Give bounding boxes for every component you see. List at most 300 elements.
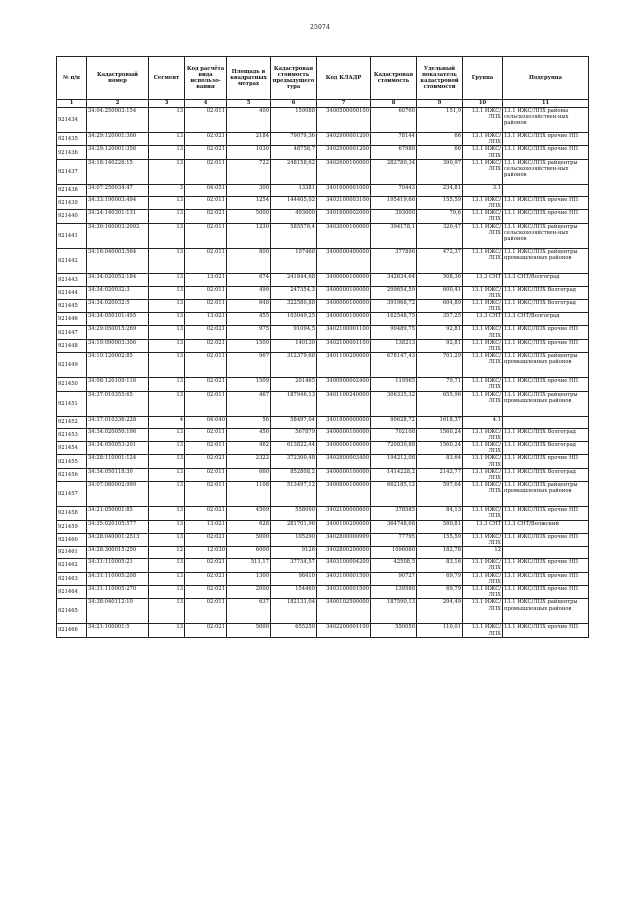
table-cell: 98410 <box>271 572 317 585</box>
table-cell: 90727 <box>371 572 417 585</box>
column-header: Кадастровая стоимость предыдущего тура <box>271 57 317 100</box>
table-cell: 13:021 <box>185 520 227 533</box>
table-cell: 67980 <box>371 146 417 159</box>
table-cell: 1560,24 <box>417 442 463 455</box>
table-cell: 02:021 <box>185 507 227 520</box>
table-cell: 13 <box>149 108 185 133</box>
table-cell: 1300 <box>227 572 271 585</box>
table-row <box>57 184 589 196</box>
table-cell: 13 <box>149 378 185 391</box>
column-header: Кадастровый номер <box>87 57 149 100</box>
table-cell: 921439 <box>57 196 87 209</box>
table-header-row <box>57 57 589 100</box>
table-row <box>57 585 589 598</box>
table-row <box>57 326 589 339</box>
table-cell <box>503 547 589 559</box>
table-cell: 13.1 ИЖС/ЛПХ прочие НП <box>503 210 589 223</box>
table-cell: 3 <box>149 184 185 196</box>
table-cell: 2000 <box>227 585 271 598</box>
table-cell: 13.1 ИЖС/ЛПХ райцентры сельскохозяйствен-ных районов <box>503 159 589 184</box>
table-cell: 13.1 ИЖС/ЛПХ <box>463 599 503 624</box>
table-cell: 79,6 <box>417 210 463 223</box>
table-cell: 91094,5 <box>271 326 317 339</box>
column-number: 10 <box>463 100 503 108</box>
table-cell: 13.1 ИЖС/ЛПХ райцентры промышленных районов <box>503 482 589 507</box>
table-cell: 90489,75 <box>371 326 417 339</box>
table-row <box>57 133 589 146</box>
table-cell: 1560,24 <box>417 428 463 441</box>
table-cell: 467 <box>227 391 271 416</box>
table-cell: 02:011 <box>185 248 227 273</box>
column-number: 9 <box>417 100 463 108</box>
column-header: Удельный показатель кадастровой стоимости <box>417 57 463 100</box>
table-cell: 921454 <box>57 442 87 455</box>
column-header: Площадь в квадратных метрах <box>227 57 271 100</box>
table-cell: 3400000100000 <box>317 313 371 326</box>
table-cell: 13.1 ИЖС/ЛПХ райцентры промышленных районов <box>503 353 589 378</box>
table-cell: 3400000400000 <box>317 248 371 273</box>
cadastral-value-table <box>56 56 589 638</box>
table-row <box>57 624 589 637</box>
table-cell: 2184 <box>227 133 271 146</box>
table-cell: 34:28:300015:250 <box>87 547 149 559</box>
table-cell: 13.3 СНТ <box>463 273 503 286</box>
table-cell: 140130 <box>271 339 317 352</box>
table-cell: 13.1 ИЖС/ЛПХ прочие НП <box>503 585 589 598</box>
table-cell: 34:34:020032:3 <box>87 286 149 299</box>
table-cell: 3400000100000 <box>317 286 371 299</box>
table-cell: 13.1 ИЖС/ЛПХ прочие НП <box>503 624 589 637</box>
table-cell: 4 <box>149 416 185 428</box>
column-header: Подгруппа <box>503 57 589 100</box>
table-cell: 02:021 <box>185 585 227 598</box>
column-number: 11 <box>503 100 589 108</box>
table-cell: 921456 <box>57 468 87 481</box>
table-cell: 13:021 <box>185 273 227 286</box>
table-cell: 13.1 ИЖС/ЛПХ <box>463 455 503 468</box>
table-cell: 138213 <box>371 339 417 352</box>
table-cell: 04:040 <box>185 416 227 428</box>
table-cell: 3400000100000 <box>317 300 371 313</box>
table-row <box>57 196 589 209</box>
table-cell: 294,49 <box>417 599 463 624</box>
table-cell: 12:030 <box>185 547 227 559</box>
table-cell: 13.3 СНТ/Волжский <box>503 520 589 533</box>
table-cell: 13 <box>149 210 185 223</box>
table-cell: 921462 <box>57 559 87 572</box>
table-row <box>57 442 589 455</box>
table-cell: 194212,08 <box>371 455 417 468</box>
table-row <box>57 210 589 223</box>
table-cell: 02:011 <box>185 428 227 441</box>
table-cell: 02:011 <box>185 300 227 313</box>
table-cell: 3402100001100 <box>317 339 371 352</box>
table-cell: 3402800200000 <box>317 547 371 559</box>
table-cell: 04:051 <box>185 184 227 196</box>
table-cell: 678147,43 <box>371 353 417 378</box>
table-cell: 201465 <box>271 378 317 391</box>
table-cell: 12 <box>149 547 185 559</box>
table-cell: 1254 <box>227 196 271 209</box>
table-cell: 13 <box>149 146 185 159</box>
table-row <box>57 223 589 248</box>
table-cell: 34:08:120109:116 <box>87 378 149 391</box>
table-cell: 300 <box>227 184 271 196</box>
table-cell: 182131,04 <box>271 599 317 624</box>
table-cell: 13.1 ИЖС/ЛПХ <box>463 585 503 598</box>
table-cell: 34:31:110005:270 <box>87 585 149 598</box>
table-cell: 02:021 <box>185 326 227 339</box>
table-cell: 597,64 <box>417 482 463 507</box>
table-cell: 02:011 <box>185 286 227 299</box>
table-cell: 34:38:040112:10 <box>87 599 149 624</box>
table-cell: 701,29 <box>417 353 463 378</box>
table-cell: 3403100003100 <box>317 196 371 209</box>
table-row <box>57 572 589 585</box>
table-cell: 02:011 <box>185 159 227 184</box>
table-cell: 921464 <box>57 585 87 598</box>
table-cell: 13.1 ИЖС/ЛПХ прочие НП <box>503 455 589 468</box>
table-cell: 282780,34 <box>371 159 417 184</box>
table-cell: 450 <box>227 428 271 441</box>
table-cell: 13.1 ИЖС/ЛПХ прочие НП <box>503 378 589 391</box>
table-cell: 66 <box>417 133 463 146</box>
table-cell: 13 <box>149 353 185 378</box>
table-cell: 1509 <box>227 378 271 391</box>
table-cell: 13.1 ИЖС/ЛПХ <box>463 326 503 339</box>
table-cell: 655250 <box>271 624 317 637</box>
table-cell: 34:34:050053:201 <box>87 442 149 455</box>
table-cell: 34:35:020105:577 <box>87 520 149 533</box>
table-cell: 1030 <box>227 146 271 159</box>
table-cell: 648 <box>227 300 271 313</box>
table-cell: 34:34:020032:5 <box>87 300 149 313</box>
table-cell: 3400102500000 <box>317 599 371 624</box>
table-cell: 921450 <box>57 378 87 391</box>
table-cell: 3.1 <box>463 184 503 196</box>
table-cell: 13.1 ИЖС/ЛПХ <box>463 428 503 441</box>
table-cell: 320,47 <box>417 223 463 248</box>
column-header: Сегмент <box>149 57 185 100</box>
table-cell: 921463 <box>57 572 87 585</box>
table-row <box>57 533 589 546</box>
table-cell: 3402800003400 <box>317 455 371 468</box>
table-cell: 508,36 <box>417 273 463 286</box>
table-cell: 02:011 <box>185 353 227 378</box>
table-cell: 378585 <box>371 507 417 520</box>
table-row <box>57 547 589 559</box>
table-cell: 92,81 <box>417 339 463 352</box>
table-cell: 1108 <box>227 482 271 507</box>
table-cell: 13.3 СНТ <box>463 313 503 326</box>
table-cell: 921452 <box>57 416 87 428</box>
column-number: 6 <box>271 100 317 108</box>
table-cell: 02:021 <box>185 133 227 146</box>
table-cell: 604,89 <box>417 300 463 313</box>
table-row <box>57 599 589 624</box>
table-cell: 513497,12 <box>271 482 317 507</box>
table-cell: 13 <box>149 585 185 598</box>
table-cell: 13.1 ИЖС/ЛПХ <box>463 353 503 378</box>
table-cell: 462 <box>227 442 271 455</box>
table-cell: 5000 <box>227 210 271 223</box>
table-cell: 1618,37 <box>417 416 463 428</box>
table-cell <box>503 416 589 428</box>
table-cell: 139580 <box>371 585 417 598</box>
table-row <box>57 482 589 507</box>
table-cell: 13 <box>149 428 185 441</box>
table-cell: 3402600100000 <box>317 159 371 184</box>
table-cell: 84,13 <box>417 507 463 520</box>
table-cell: 3401600001000 <box>317 184 371 196</box>
table-cell: 372300,48 <box>271 455 317 468</box>
table-cell: 13 <box>149 223 185 248</box>
table-cell: 3401100200000 <box>317 353 371 378</box>
table-cell: 2322 <box>227 455 271 468</box>
table-cell: 1414228,2 <box>371 468 417 481</box>
table-cell: 234,81 <box>417 184 463 196</box>
table-cell: 585578,4 <box>271 223 317 248</box>
table-cell: 90628,72 <box>371 416 417 428</box>
table-cell: 921461 <box>57 547 87 559</box>
table-cell: 02:011 <box>185 196 227 209</box>
table-cell: 967 <box>227 353 271 378</box>
table-cell: 13.1 ИЖС/ЛПХ <box>463 248 503 273</box>
table-row <box>57 468 589 481</box>
table-cell: 13.1 ИЖС/ЛПХ прочие НП <box>503 572 589 585</box>
table-cell: 182,78 <box>417 547 463 559</box>
table-cell: 13.1 ИЖС/ЛПХ <box>463 223 503 248</box>
table-cell: 13 <box>149 482 185 507</box>
table-cell: 364748,68 <box>371 520 417 533</box>
table-cell: 105290 <box>271 533 317 546</box>
table-cell: 241844,68 <box>271 273 317 286</box>
table-cell: 921465 <box>57 599 87 624</box>
column-number: 7 <box>317 100 371 108</box>
table-cell: 13 <box>149 572 185 585</box>
table-cell: 13.1 ИЖС/ЛПХ <box>463 559 503 572</box>
table-cell: 3403100001500 <box>317 585 371 598</box>
table-cell: 921447 <box>57 326 87 339</box>
table-cell: 13.1 ИЖС/ЛПХ прочие НП <box>503 559 589 572</box>
table-cell: 1500 <box>227 339 271 352</box>
table-cell: 02:021 <box>185 378 227 391</box>
table-cell: 499 <box>227 286 271 299</box>
column-number: 2 <box>87 100 149 108</box>
table-cell: 13.1 ИЖС/ЛПХ <box>463 378 503 391</box>
table-cell: 02:021 <box>185 559 227 572</box>
table-cell: 13.1 ИЖС/ЛПХ <box>463 572 503 585</box>
table-body <box>57 108 589 638</box>
table-cell: 13.1 ИЖС/ЛПХ прочие НП <box>503 133 589 146</box>
table-cell: 13 <box>149 196 185 209</box>
table-cell: 34:29:120001:360 <box>87 133 149 146</box>
table-cell: 13 <box>149 286 185 299</box>
table-cell: 34:31:110005:21 <box>87 559 149 572</box>
table-cell: 34:37:010355:65 <box>87 391 149 416</box>
table-cell: 921455 <box>57 455 87 468</box>
page-number: 25074 <box>309 24 331 31</box>
table-cell: 13.1 ИЖС/ЛПХ прочие НП <box>503 339 589 352</box>
table-cell: 1096080 <box>371 547 417 559</box>
table-cell: 13.3 СНТ <box>463 520 503 533</box>
table-cell: 02:011 <box>185 442 227 455</box>
table-cell: 13 <box>149 468 185 481</box>
table-cell: 13.1 ИЖС/ЛПХ прочие НП <box>503 196 589 209</box>
table-cell: 13 <box>149 624 185 637</box>
table-cell: 921438 <box>57 184 87 196</box>
table-cell: 921442 <box>57 248 87 273</box>
table-cell: 13.1 ИЖС/ЛПХ <box>463 196 503 209</box>
table-cell: 34:28:040001:2513 <box>87 533 149 546</box>
table-cell: 34:24:140301:131 <box>87 210 149 223</box>
table-row <box>57 339 589 352</box>
table-cell: 722 <box>227 159 271 184</box>
table-row <box>57 416 589 428</box>
table-cell: 69,79 <box>417 585 463 598</box>
table-cell: 13 <box>149 442 185 455</box>
table-cell: 613822,44 <box>271 442 317 455</box>
table-cell: 306335,32 <box>371 391 417 416</box>
table-row <box>57 286 589 299</box>
table-cell: 34:34:020052:184 <box>87 273 149 286</box>
table-cell: 13.1 ИЖС/ЛПХ Волгоград <box>503 428 589 441</box>
table-cell: 921460 <box>57 533 87 546</box>
table-cell: 13 <box>149 313 185 326</box>
column-number-row <box>57 100 589 108</box>
table-cell: 119565 <box>371 378 417 391</box>
table-cell: 921459 <box>57 520 87 533</box>
table-cell: 660 <box>227 468 271 481</box>
table-cell: 48758,7 <box>271 146 317 159</box>
table-row <box>57 378 589 391</box>
column-header: Кадастровая стоимость <box>371 57 417 100</box>
table-cell: 13.1 ИЖС/ЛПХ <box>463 391 503 416</box>
table-cell: 3402900001200 <box>317 146 371 159</box>
table-cell: 13.1 ИЖС/ЛПХ райцентры промышленных районов <box>503 599 589 624</box>
table-cell: 02:021 <box>185 210 227 223</box>
table-cell: 5000 <box>227 624 271 637</box>
table-cell: 69,79 <box>417 572 463 585</box>
table-cell: 02:011 <box>185 391 227 416</box>
column-number: 8 <box>371 100 417 108</box>
table-row <box>57 353 589 378</box>
table-cell: 34:34:050118:30 <box>87 468 149 481</box>
table-cell: 13.1 ИЖС/ЛПХ райцентры промышленных районов <box>503 248 589 273</box>
table-row <box>57 391 589 416</box>
table-cell: 02:011 <box>185 468 227 481</box>
table-cell: 921449 <box>57 353 87 378</box>
table-cell: 3401800000000 <box>317 416 371 428</box>
table-cell: 13 <box>149 391 185 416</box>
table-cell: 83,16 <box>417 559 463 572</box>
table-cell: 34:28:110001:124 <box>87 455 149 468</box>
table-cell: 13 <box>149 559 185 572</box>
table-cell: 720830,88 <box>371 442 417 455</box>
table-cell: 558090 <box>271 507 317 520</box>
table-cell: 13 <box>149 133 185 146</box>
table-cell: 3400500000100 <box>317 108 371 133</box>
table-cell: 342634,64 <box>371 273 417 286</box>
table-cell: 13 <box>149 520 185 533</box>
table-cell: 12 <box>463 547 503 559</box>
table-cell: 921451 <box>57 391 87 416</box>
table-cell: 195419,66 <box>371 196 417 209</box>
table-cell: 02:021 <box>185 146 227 159</box>
table-cell: 02:021 <box>185 624 227 637</box>
table-cell: 159088 <box>271 108 317 133</box>
table-cell: 3400000100000 <box>317 442 371 455</box>
table-row <box>57 248 589 273</box>
table-cell: 13.1 ИЖС/ЛПХ <box>463 210 503 223</box>
table-cell: 852808,2 <box>271 468 317 481</box>
table-cell: 921446 <box>57 313 87 326</box>
table-cell: 3400000100000 <box>317 273 371 286</box>
table-cell: 02:011 <box>185 482 227 507</box>
table-cell: 921434 <box>57 108 87 133</box>
table-cell: 187946,13 <box>271 391 317 416</box>
table-cell: 197468 <box>271 248 317 273</box>
table-cell: 78144 <box>371 133 417 146</box>
table-cell: 34:34:020050:196 <box>87 428 149 441</box>
table-cell: 13 <box>149 533 185 546</box>
table-cell: 3403100004200 <box>317 559 371 572</box>
table-cell: 92,81 <box>417 326 463 339</box>
table-cell: 02:021 <box>185 572 227 585</box>
table-cell: 13.1 ИЖС/ЛПХ <box>463 286 503 299</box>
table-cell: 13 <box>149 300 185 313</box>
table-cell: 70443 <box>371 184 417 196</box>
table-cell: 13.1 ИЖС/ЛПХ <box>463 482 503 507</box>
table-cell: 56 <box>227 416 271 428</box>
table-cell: 472,37 <box>417 248 463 273</box>
table-cell: 34:07:250034:47 <box>87 184 149 196</box>
table-cell: 3402900001200 <box>317 133 371 146</box>
table-cell: 34:10:120002:85 <box>87 353 149 378</box>
column-header: Код расчёта вида использо-вания <box>185 57 227 100</box>
table-cell: 3403000100000 <box>317 223 371 248</box>
table-cell: 13.1 ИЖС/ЛПХ райцентры промышленных районов <box>503 391 589 416</box>
table-cell: 13.1 ИЖС/ЛПХ прочие НП <box>503 326 589 339</box>
table-cell: 13.1 ИЖС/ЛПХ <box>463 133 503 146</box>
table-cell: 3400000100000 <box>317 428 371 441</box>
table-cell: 34:29:050015:269 <box>87 326 149 339</box>
table-cell: 3400000100000 <box>317 468 371 481</box>
table-cell: 83,64 <box>417 455 463 468</box>
table-cell: 628 <box>227 520 271 533</box>
table-cell: 13.3 СНТ/Волгоград <box>503 273 589 286</box>
table-cell: 3402800000999 <box>317 533 371 546</box>
table-cell: 34:21:100001:5 <box>87 624 149 637</box>
table-cell: 3400100200000 <box>317 520 371 533</box>
table-row <box>57 300 589 313</box>
table-cell: 394178,1 <box>371 223 417 248</box>
table-cell: 13:021 <box>185 313 227 326</box>
table-cell: 281701,96 <box>271 520 317 533</box>
table-cell: 37734,57 <box>271 559 317 572</box>
table-cell: 13.1 ИЖС/ЛПХ <box>463 533 503 546</box>
table-cell: 103049,25 <box>271 313 317 326</box>
column-header: Группа <box>463 57 503 100</box>
table-cell: 511,17 <box>227 559 271 572</box>
table-cell: 390,97 <box>417 159 463 184</box>
table-cell: 3400900002400 <box>317 378 371 391</box>
table-cell: 3402100000600 <box>317 507 371 520</box>
table-row <box>57 108 589 133</box>
table-row <box>57 313 589 326</box>
table-cell: 58497,04 <box>271 416 317 428</box>
table-cell: 34:19:090003:306 <box>87 339 149 352</box>
